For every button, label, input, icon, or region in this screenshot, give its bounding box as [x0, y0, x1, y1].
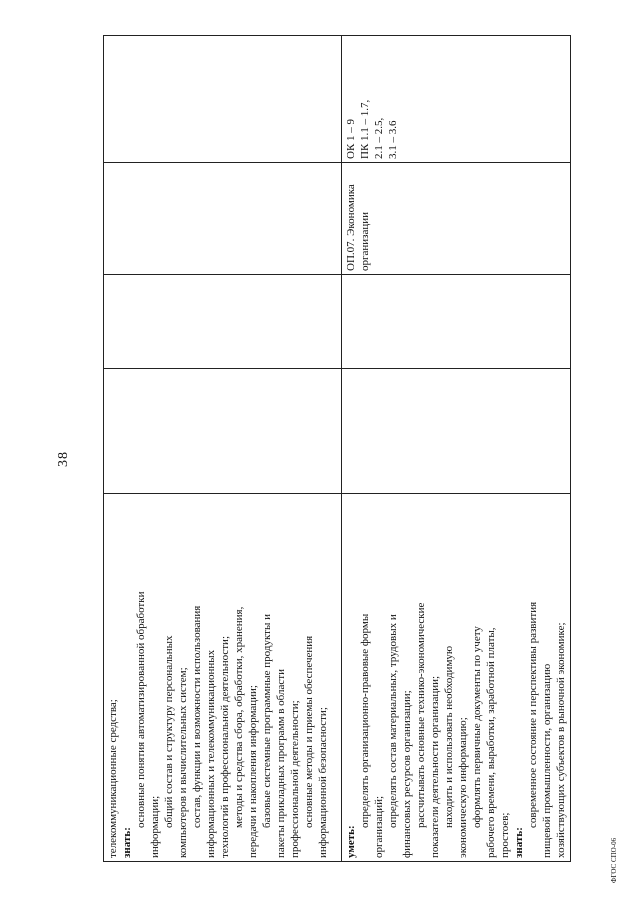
text-line: знать: — [513, 827, 525, 858]
text-line: рабочего времени, выработки, заработной платы, — [485, 627, 497, 858]
text-line: определять состав материальных, трудовых и — [387, 614, 399, 828]
text-line: 2.1 – 2.5, — [373, 117, 385, 159]
curriculum-table — [103, 35, 571, 862]
text-line: хозяйствующих субъектов в рыночной экономике; — [555, 622, 567, 858]
text-line: рассчитывать основные технико-экономические — [415, 602, 427, 828]
discipline-cell — [342, 163, 571, 275]
text-line: организации — [359, 211, 371, 271]
empty-cell — [104, 369, 342, 494]
text-line: основные понятия автоматизированной обработки — [135, 591, 147, 828]
page-number: 38 — [56, 451, 71, 467]
text-line: организаций; — [373, 795, 385, 858]
text-line: уметь: — [345, 825, 357, 858]
text-line: методы и средства сбора, обработки, хранения, — [233, 606, 245, 828]
text-line: передачи и накопления информации; — [247, 685, 259, 858]
table-row — [342, 36, 571, 862]
table-row — [104, 36, 342, 862]
text-line: телекоммуникационные средства; — [107, 699, 119, 858]
text-line: финансовых ресурсов организации; — [401, 690, 413, 858]
text-line: основные методы и приемы обеспечения — [303, 635, 315, 828]
text-line: базовые системные программные продукты и — [261, 613, 273, 828]
text-line: состав, функции и возможности использования — [191, 605, 203, 828]
text-line: информационных и телекоммуникационных — [205, 649, 217, 858]
text-line: ПК 1.1 – 1.7, — [359, 99, 371, 159]
empty-cell — [342, 275, 571, 369]
skills-cell — [342, 494, 571, 862]
text-line: простоев; — [499, 812, 511, 858]
text-line: знать: — [121, 827, 133, 858]
text-line: общий состав и структуру персональных — [163, 635, 175, 828]
empty-cell — [104, 275, 342, 369]
text-line: пакеты прикладных программ в области — [275, 669, 287, 858]
text-line: информационной безопасности; — [317, 707, 329, 858]
text-line: экономическую информацию; — [457, 717, 469, 858]
competencies-cell — [342, 36, 571, 163]
text-line: технологий в профессиональной деятельности; — [219, 636, 231, 858]
skills-cell — [104, 494, 342, 862]
text-line: современное состояние и перспективы развития — [527, 601, 539, 828]
text-line: компьютеров и вычислительных систем; — [177, 667, 189, 858]
text-line: ОК 1 – 9 — [345, 118, 357, 159]
empty-cell — [342, 369, 571, 494]
text-line: ОП.07. Экономика — [345, 184, 357, 271]
text-line: оформлять первичные документы по учету — [471, 626, 483, 828]
text-line: определять организационно-правовые формы — [359, 613, 371, 828]
footer-code: ФГОС СПО-06 — [610, 837, 618, 883]
text-line: профессиональной деятельности; — [289, 700, 301, 858]
text-line: показатели деятельности организации; — [429, 675, 441, 858]
text-line: 3.1 – 3.6 — [387, 120, 399, 159]
text-line: информации; — [149, 795, 161, 858]
competencies-cell — [104, 36, 342, 163]
text-line: находить и использовать необходимую — [443, 645, 455, 828]
text-line: пищевой промышленности, организацию — [541, 663, 553, 858]
discipline-cell — [104, 163, 342, 275]
